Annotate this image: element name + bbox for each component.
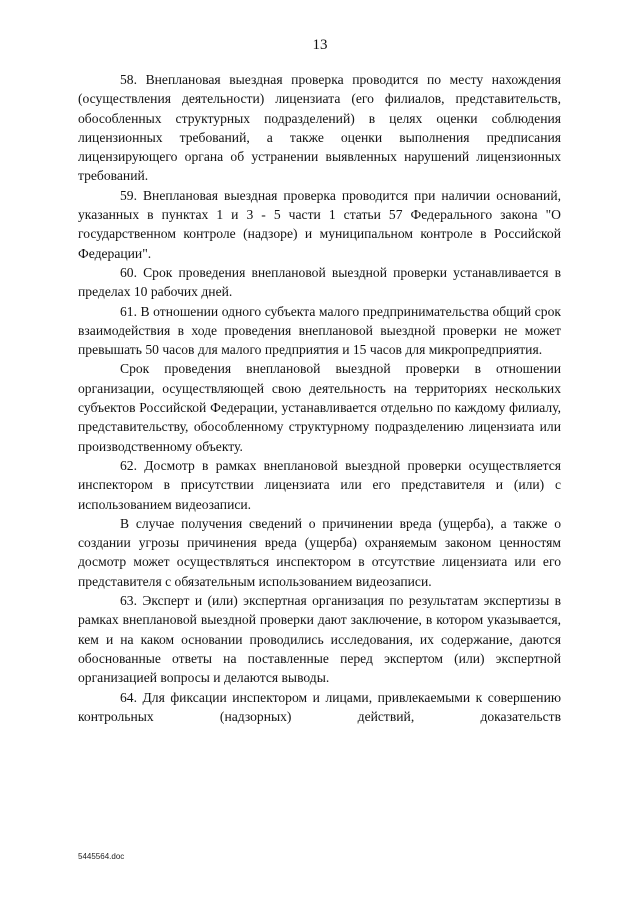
paragraph-64: 64. Для фиксации инспектором и лицами, привлекаемыми к совершению контрольных (надзорных) действий, доказательств xyxy=(78,689,561,724)
page-number: 13 xyxy=(312,37,328,53)
document-body xyxy=(78,70,561,726)
footer-filename: 5445564.doc xyxy=(78,852,125,861)
paragraph-63: 63. Эксперт и (или) экспертная организация по результатам экспертизы в рамках внеплановой выездной проверки дают заключение, в котором указывается, кем и на каком основании проводились исследования, их содержание, даются обоснованные ответы на поставленные перед экспертом (или) экспертной организацией вопросы и делаются выводы. xyxy=(78,593,561,686)
paragraph-58: 58. Внеплановая выездная проверка проводится по месту нахождения (осуществления деятельности) лицензиата (его филиалов, представительств, обособленных структурных подразделений) в целях оценки соблюдения лицензионных требований, а также оценки выполнения предписания лицензирующего органа об устранении выявленных нарушений лицензионных требований. xyxy=(78,72,561,184)
paragraph-61: 61. В отношении одного субъекта малого предпринимательства общий срок взаимодействия в ходе проведения внеплановой выездной проверки не может превышать 50 часов для малого предприятия и 15 часов для микропредприятия. xyxy=(78,303,561,358)
paragraph-59: 59. Внеплановая выездная проверка проводится при наличии оснований, указанных в пунктах 1 и 3 - 5 части 1 статьи 57 Федерального закона "О государственном контроле (надзоре) и муниципальном контроле в Российской Федерации". xyxy=(78,187,561,261)
paragraph-62: 62. Досмотр в рамках внеплановой выездной проверки осуществляется инспектором в присутствии лицензиата или его представителя и (или) с использованием видеозаписи. xyxy=(78,457,561,512)
paragraph-61-continued: Срок проведения внеплановой выездной проверки в отношении организации, осуществляющей свою деятельность на территориях нескольких субъектов Российской Федерации, устанавливается отдельно по каждому филиалу, представительству, обособленному структурному подразделению лицензиата или производственному объекту. xyxy=(78,361,561,454)
paragraph-62-continued: В случае получения сведений о причинении вреда (ущерба), а также о создании угрозы причинения вреда (ущерба) охраняемым законом ценностям досмотр может осуществляться инспектором в отсутствие лицензиата или его представителя с обязательным использованием видеозаписи. xyxy=(78,515,561,589)
paragraph-60: 60. Срок проведения внеплановой выездной проверки устанавливается в пределах 10 рабочих дней. xyxy=(78,264,561,300)
